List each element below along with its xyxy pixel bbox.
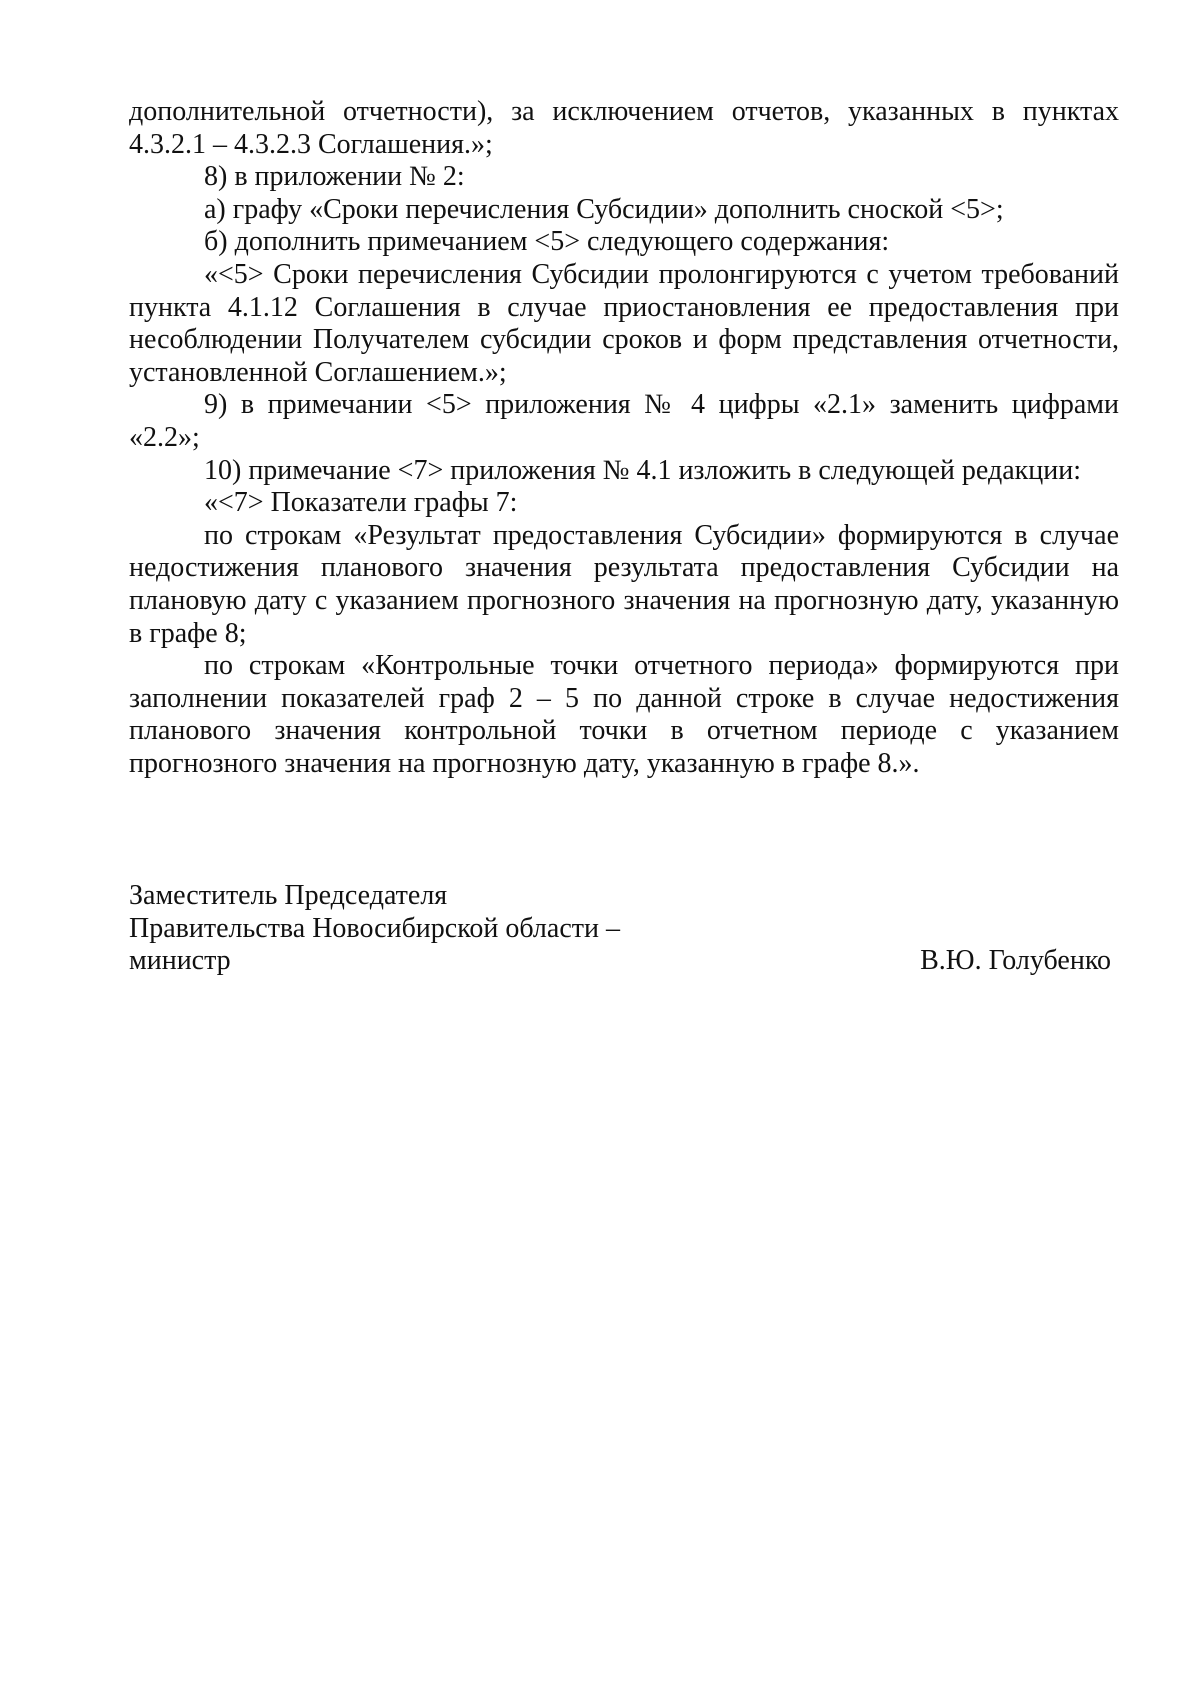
signatory-position-line-3: министр bbox=[129, 945, 231, 977]
signatory-position-line-1: Заместитель Председателя bbox=[129, 880, 448, 911]
signatory-position-line-2: Правительства Новосибирской области – bbox=[129, 912, 620, 944]
paragraph-item-8b: б) дополнить примечанием <5> следующего содержания: bbox=[204, 226, 890, 258]
paragraph-item-10: 10) примечание <7> приложения № 4.1 изложить в следующей редакции: bbox=[204, 454, 1081, 486]
signature-last-line bbox=[129, 945, 1119, 978]
paragraph-note-7-result: по строкам «Результат предоставления Субсидии» формируются в случае недостижения планового значения результата предоставления Субсидии на плановую дату с указанием прогнозного значения на прогнозную дату, указанную в графе 8; bbox=[129, 519, 1119, 649]
paragraph-note-7-control: по строкам «Контрольные точки отчетного периода» формируются при заполнении показателей граф 2 – 5 по данной строке в случае недостижения планового значения контрольной точки в отчетном периоде с указанием прогнозного значения на прогнозную дату, указанную в графе 8.». bbox=[129, 650, 1119, 779]
paragraph-item-9: 9) в примечании <5> приложения № 4 цифры «2.1» заменить цифрами «2.2»; bbox=[129, 389, 1119, 453]
signatory-name: В.Ю. Голубенко bbox=[920, 945, 1111, 977]
signature-block bbox=[129, 880, 1119, 978]
document-body bbox=[129, 96, 1119, 780]
paragraph-item-8: 8) в приложении № 2: bbox=[204, 161, 465, 193]
paragraph-continuation: дополнительной отчетности), за исключением отчетов, указанных в пунктах 4.3.2.1 – 4.3.2.3 Соглашения.»; bbox=[129, 96, 1119, 160]
paragraph-item-8a: а) графу «Сроки перечисления Субсидии» дополнить сноской <5>; bbox=[204, 193, 1004, 225]
paragraph-note-7: «<7> Показатели графы 7: bbox=[204, 487, 518, 519]
paragraph-note-5: «<5> Сроки перечисления Субсидии пролонгируются с учетом требований пункта 4.1.12 Соглашения в случае приостановления ее предоставления при несоблюдении Получателем субсидии сроков и форм представления отчетности, установленной Соглашением.»; bbox=[129, 258, 1119, 388]
